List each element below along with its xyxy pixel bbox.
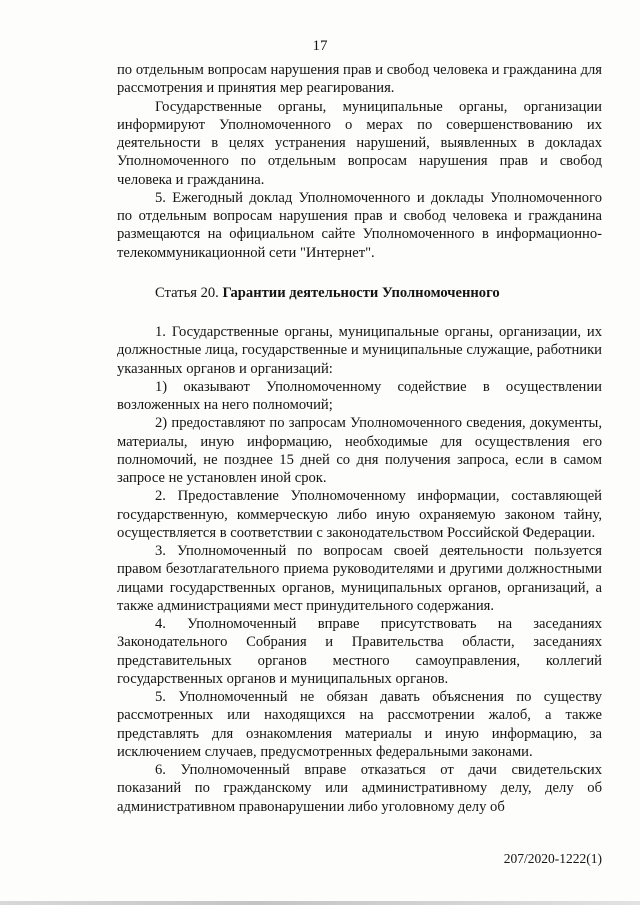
document-body bbox=[117, 61, 602, 816]
article-number: Статья 20. bbox=[155, 284, 219, 301]
paragraph: 2) предоставляют по запросам Уполномоченного сведения, документы, материалы, иную информацию, необходимые для осуществления его полномочий, не позднее 15 дней со дня получения запроса, если в самом запросе не установлен иной срок. bbox=[117, 415, 602, 486]
paragraph: по отдельным вопросам нарушения прав и свобод человека и гражданина для рассмотрения и принятия мер реагирования. bbox=[117, 62, 602, 97]
paragraph: Государственные органы, муниципальные органы, организации информируют Уполномоченного о мерах по совершенствованию их деятельности в целях устранения нарушений, выявленных в докладах Уполномоченного по отдельным вопросам нарушения прав и свобод человека и гражданина. bbox=[117, 98, 602, 188]
page-number: 17 bbox=[312, 38, 328, 54]
paragraph: 1) оказывают Уполномоченному содействие в осуществлении возложенных на него полномочий; bbox=[117, 378, 602, 413]
paragraph: 6. Уполномоченный вправе отказаться от дачи свидетельских показаний по гражданскому или административному делу, делу об административном правонарушении либо уголовному делу об bbox=[117, 762, 602, 815]
paragraph: 4. Уполномоченный вправе присутствовать на заседаниях Законодательного Собрания и Правительства области, заседаниях представительных органов местного самоуправления, коллегий государственных органов и муниципальных органов. bbox=[117, 616, 602, 687]
document-code: 207/2020-1222(1) bbox=[503, 851, 602, 866]
article-heading bbox=[117, 284, 602, 302]
article-title: Гарантии деятельности Уполномоченного bbox=[222, 284, 500, 301]
paragraph: 3. Уполномоченный по вопросам своей деятельности пользуется правом безотлагательного приема руководителями и другими должностными лицами государственных органов, муниципальных органов, организаций, а также администрациями мест принудительного содержания. bbox=[117, 543, 602, 614]
paragraph: 2. Предоставление Уполномоченному информации, составляющей государственную, коммерческую либо иную охраняемую законом тайну, осуществляется в соответствии с законодательством Российской Федерации. bbox=[117, 488, 602, 541]
paragraph: 5. Уполномоченный не обязан давать объяснения по существу рассмотренных или находящихся на рассмотрении жалоб, а также представлять для ознакомления материалы и иную информацию, за исключением случаев, предусмотренных федеральными законами. bbox=[117, 689, 602, 760]
paragraph: 1. Государственные органы, муниципальные органы, организации, их должностные лица, государственные и муниципальные служащие, работники указанных органов и организаций: bbox=[117, 324, 602, 377]
paragraph: 5. Ежегодный доклад Уполномоченного и доклады Уполномоченного по отдельным вопросам нарушения прав и свобод человека и гражданина размещаются на официальном сайте Уполномоченного в информационно-телекоммуникационной сети "Интернет". bbox=[117, 189, 602, 261]
scan-edge bbox=[0, 901, 640, 905]
